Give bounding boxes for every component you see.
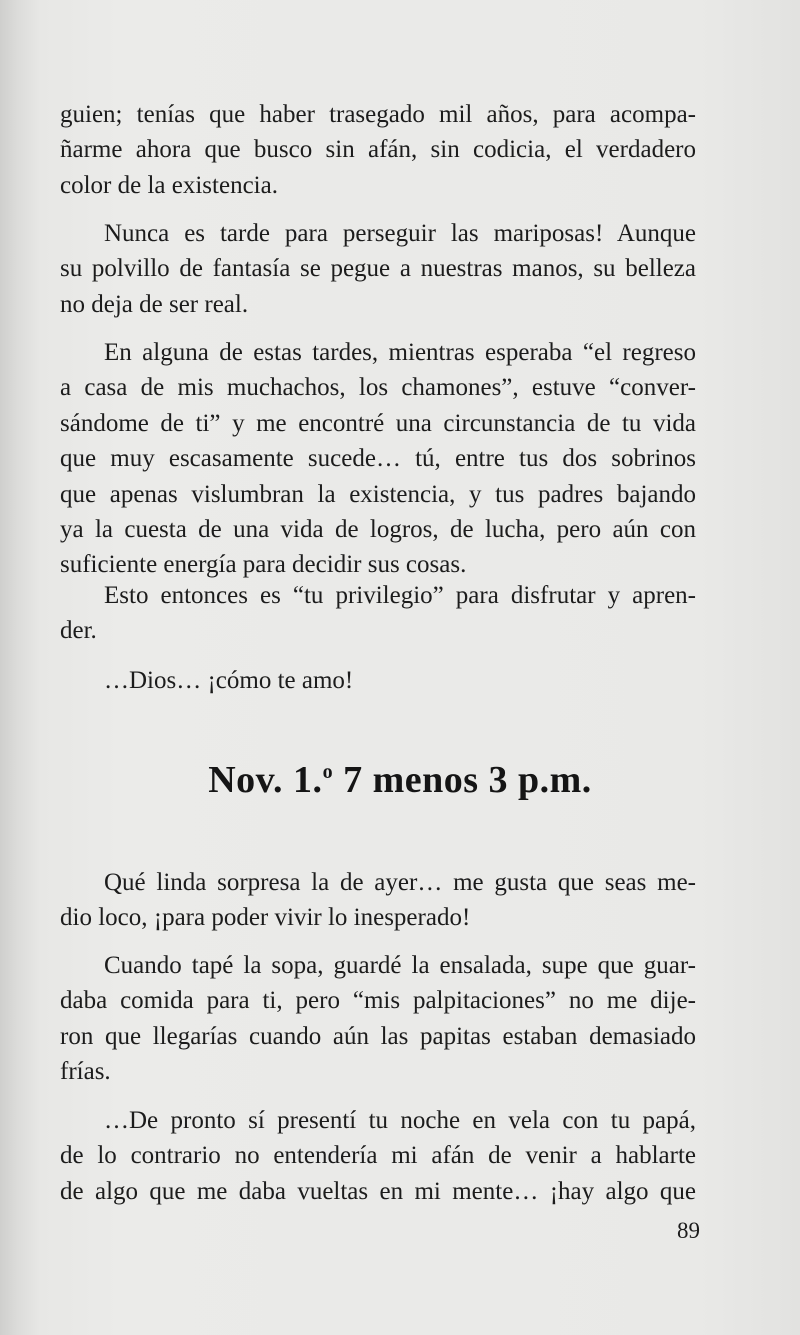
text-line: dio loco, ¡para poder vivir lo inesperado!: [60, 904, 471, 932]
page-number: 89: [677, 1218, 700, 1243]
text-line: Nunca es tarde para perseguir las mariposas! Aunque: [104, 220, 696, 247]
text-line: no deja de ser real.: [60, 290, 249, 318]
text-line: der.: [60, 617, 97, 645]
text-line: En alguna de estas tardes, mientras esperaba “el regreso: [104, 339, 696, 366]
paragraph-1: [60, 97, 696, 203]
heading-ordinal: o: [322, 761, 334, 783]
paragraph-7: [60, 948, 696, 1090]
text-line: ya la cuesta de una vida de logros, de lucha, pero aún con: [60, 515, 696, 543]
text-line: ron que llegarías cuando aún las papitas estaban demasiado: [60, 1022, 696, 1050]
paragraph-2: [60, 216, 696, 322]
text-line: Cuando tapé la sopa, guardé la ensalada, supe que guar-: [104, 952, 696, 979]
text-line: de lo contrario no entendería mi afán de venir a hablarte: [60, 1142, 696, 1170]
text-line: a casa de mis muchachos, los chamones”, estuve “conver-: [60, 374, 696, 402]
heading-date: Nov. 1.: [208, 759, 323, 801]
text-line: su polvillo de fantasía se pegue a nuestras manos, su belleza: [60, 255, 696, 283]
text-line: suficiente energía para decidir sus cosas.: [60, 551, 467, 579]
text-line: sándome de ti” y me encontré una circunstancia de tu vida: [60, 409, 696, 437]
text-line: que apenas vislumbran la existencia, y tus padres bajando: [60, 480, 696, 508]
paragraph-6: [60, 865, 696, 936]
text-line: daba comida para ti, pero “mis palpitaciones” no me dije-: [60, 987, 696, 1015]
section-heading: [0, 758, 800, 802]
text-line: frías.: [60, 1058, 111, 1086]
text-line: que muy escasamente sucede… tú, entre tus dos sobrinos: [60, 445, 696, 473]
text-line: Qué linda sorpresa la de ayer… me gusta que seas me-: [104, 869, 696, 896]
text-line: guien; tenías que haber trasegado mil años, para acompa-: [60, 101, 696, 128]
text-line: Esto entonces es “tu privilegio” para disfrutar y apren-: [104, 582, 696, 609]
heading-time: 7 menos 3 p.m.: [333, 759, 592, 801]
text-line: ñarme ahora que busco sin afán, sin codicia, el verdadero: [60, 136, 696, 164]
paragraph-5: [60, 663, 696, 698]
paragraph-3: [60, 335, 696, 583]
paragraph-8: [60, 1103, 696, 1209]
text-line: …Dios… ¡cómo te amo!: [104, 667, 354, 694]
text-line: color de la existencia.: [60, 171, 278, 199]
paragraph-4: [60, 578, 696, 649]
text-line: de algo que me daba vueltas en mi mente… ¡hay algo que: [60, 1177, 696, 1205]
text-line: …De pronto sí presentí tu noche en vela con tu papá,: [104, 1107, 696, 1134]
